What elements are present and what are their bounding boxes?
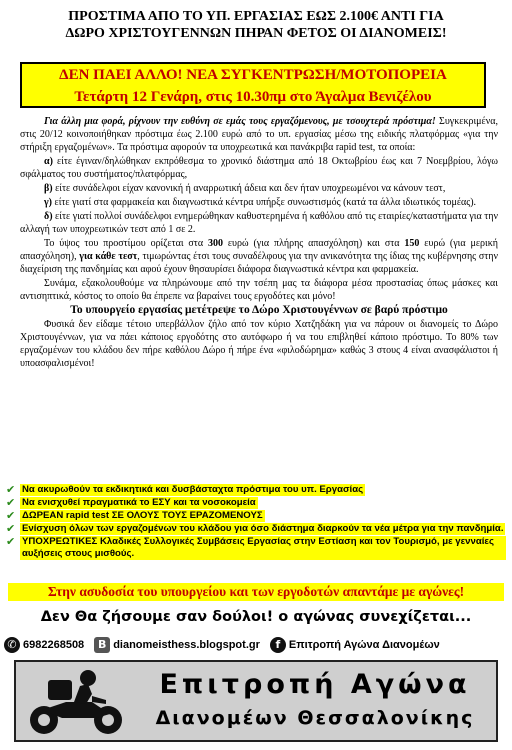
- checkmark-icon: ✔: [6, 496, 16, 509]
- banner: [14, 660, 498, 742]
- checkmark-icon: ✔: [6, 535, 16, 548]
- contact-bar: [4, 634, 508, 656]
- demand-text: ΥΠΟΧΡΕΩΤΙΚΕΣ Κλαδικές Συλλογικές Συμβάσεις Εργασίας στην Εστίαση και τον Τουρισμό, με γενναίες αυξήσεις στους μισθούς.: [20, 536, 506, 560]
- item-d-label: δ): [44, 211, 53, 222]
- facebook-icon: f: [270, 637, 286, 653]
- checkmark-icon: ✔: [6, 509, 16, 522]
- phone-number[interactable]: 6982268508: [23, 639, 85, 651]
- phone-icon: ✆: [4, 637, 20, 653]
- item-c-label: γ): [44, 197, 53, 208]
- item-b-text: είτε συνάδελφοι είχαν κανονική ή αναρρωτική άδεια και δεν ήταν υποχρεωμένοι να κάνουν τεστ,: [52, 183, 446, 194]
- demand-text: Να ενισχυθεί πραγματικά το ΕΣΥ και τα νοσοκομεία: [22, 497, 256, 508]
- fine-amount-150: 150: [404, 238, 420, 249]
- fine-text-3: ευρώ (για μερική απασχόληση),: [20, 238, 498, 262]
- headline-line-2: ΔΩΡΟ ΧΡΙΣΤΟΥΓΕΝΝΩΝ ΠΗΡΑΝ ΦΕΤΟΣ ΟΙ ΔΙΑΝΟΜΕΙΣ!: [65, 26, 447, 41]
- motorcycle-rider-icon: [22, 668, 132, 736]
- checkmark-icon: ✔: [6, 522, 16, 535]
- item-b-label: β): [44, 183, 53, 194]
- banner-title: Επιτροπή Αγώνα: [159, 669, 471, 700]
- announcement-line-1: ΔΕΝ ΠΑΕΙ ΑΛΛΟ! ΝΕΑ ΣΥΓΚΕΝΤΡΩΣΗ/ΜΟΤΟΠΟΡΕΙΑ: [59, 67, 447, 83]
- headline: [8, 8, 504, 42]
- blogger-icon: B: [94, 637, 110, 653]
- final-paragraph: Φυσικά δεν είδαμε τέτοιο υπερβάλλον ζήλο από τον κύριο Χατζηδάκη για να πάρουν οι διανομείς το Δώρο Χριστουγέννων, για να πάει κάποιος εργοδότης στο αυτόφωρο ή να του επιβληθεί κάποιο πρόστιμο. Το 80% των εργαζομένων του κλάδου δεν πήρε καθόλου Δώρο ή πήρε ένα «φιλοδώρημα» καθώς 3 στους 4 είναι ανασφάλιστοι ή υποασφαλισμένοι!: [20, 319, 498, 369]
- item-d-text: είτε γιατί πολλοί συνάδελφοι ενημερώθηκαν καθυστερημένα ή καθόλου από τις εταιρίες/καταστήματα για την αλλαγή των υποχρεωτικών τεστ από 1 σε 2.: [20, 211, 498, 235]
- item-c: [20, 196, 498, 209]
- demand-item: [6, 497, 506, 509]
- fine-text-4: , τιμωρώντας έτσι τους συναδέλφους για την ανικανότητα της ίδιας της κυβέρνησης στην διαχείριση της πανδημίας και αφού έχουν θησαυρίσει διάφορα διαγνωστικά κέντρα και φαρμακεία.: [20, 251, 498, 275]
- demand-text: Ενίσχυση όλων των εργαζομένων του κλάδου για όσο διάστημα διαρκούν τα νέα μέτρα για την πανδημία.: [22, 523, 504, 534]
- demand-item: [6, 536, 506, 560]
- closing-statement: Στην ασυδοσία του υπουργείου και των εργοδοτών απαντάμε με αγώνες!: [8, 583, 504, 601]
- demands-list: [6, 484, 506, 561]
- fine-amount-300: 300: [207, 238, 223, 249]
- demand-item: [6, 510, 506, 522]
- item-a-label: α): [44, 156, 53, 167]
- item-d: [20, 210, 498, 236]
- fine-paragraph: [20, 237, 498, 276]
- fine-text-2: ευρώ (για πλήρης απασχόληση) και στα: [222, 238, 405, 249]
- demand-item: [6, 484, 506, 496]
- item-a-text: είτε έγιναν/δηλώθηκαν εκπρόθεσμα το χρονικό διάστημα από 18 Οκτωβρίου έως και 7 Νοεμβρίου, λόγω σφάλματος του συστήματος/πλατφόρμας,: [20, 156, 498, 180]
- intro-paragraph: [20, 115, 498, 154]
- intro-rest: Συγκεκριμένα, στις 20/12 κοινοποιήθηκαν πρόστιμα έως 2.100 ευρώ από το υπ. εργασίας μέσω της ειδικής πλατφόρμας «για την στήριξη εργαζομένων». Τα πρόστιμα αφορούν τα υποχρεωτικά και πανάκριβα rapid test, τα οποία:: [20, 116, 498, 153]
- section-subtitle: Το υπουργείο εργασίας μετέτρεψε το Δώρο Χριστουγέννων σε βαρύ πρόστιμο: [70, 304, 448, 316]
- facebook-page[interactable]: Επιτροπή Αγώνα Διανομέων: [288, 639, 440, 651]
- fine-per-test: για κάθε τεστ: [79, 251, 138, 262]
- demand-text: Να ακυρωθούν τα εκδικητικά και δυσβάσταχτα πρόστιμα του υπ. Εργασίας: [22, 484, 364, 495]
- demand-item: [6, 523, 506, 535]
- continue-paragraph: Συνάμα, εξακολουθούμε να πληρώνουμε από την τσέπη μας τα διάφορα μέσα προστασίας όπως μάσκες και αντισηπτικά, κόστος το οποίο θα έπρεπε να βαραίνει τους εργοδότες και μόνο!: [20, 278, 498, 302]
- intro-bold: Για άλλη μια φορά, ρίχνουν την ευθύνη σε εμάς τους εργαζόμενους, με τσουχτερά πρόστιμα!: [44, 116, 436, 127]
- item-b: [20, 182, 498, 195]
- slogan: Δεν Θα ζήσουμε σαν δούλοι! ο αγώνας συνεχίζεται...: [40, 609, 472, 625]
- banner-subtitle: Διανομέων Θεσσαλονίκης: [155, 707, 475, 729]
- checkmark-icon: ✔: [6, 483, 16, 496]
- body-text: [20, 115, 498, 371]
- headline-line-1: ΠΡΟΣΤΙΜΑ ΑΠΟ ΤΟ ΥΠ. ΕΡΓΑΣΙΑΣ ΕΩΣ 2.100€ ΑΝΤΙ ΓΙΑ: [68, 9, 444, 24]
- item-c-text: είτε γιατί στα φαρμακεία και διαγνωστικά κέντρα υπήρξε συνωστισμός (κατά τα άλλα ιδιωτικός τομέας).: [52, 197, 477, 208]
- item-a: [20, 155, 498, 181]
- blog-link[interactable]: dianomeisthess.blogspot.gr: [113, 639, 260, 651]
- announcement-box: [20, 62, 486, 108]
- demand-text: ΔΩΡΕΑΝ rapid test ΣΕ ΟΛΟΥΣ ΤΟΥΣ ΕΡΑΖΟΜΕΝΟΥΣ: [22, 510, 263, 521]
- announcement-line-2: Τετάρτη 12 Γενάρη, στις 10.30πμ στο Άγαλμα Βενιζέλου: [74, 89, 432, 105]
- fine-text-1: Το ύψος του προστίμου ορίζεται στα: [44, 238, 208, 249]
